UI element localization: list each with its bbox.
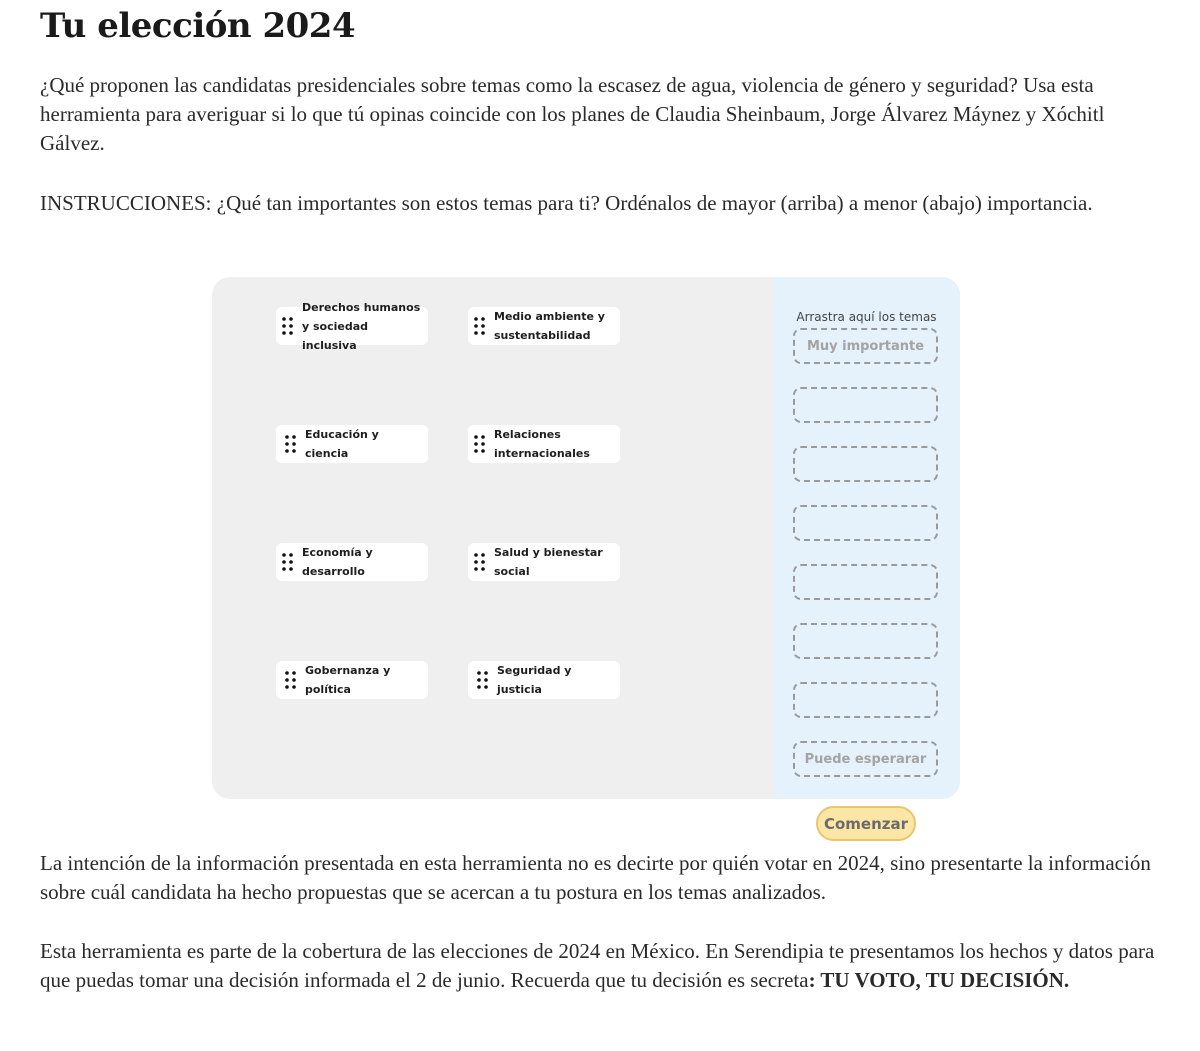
disclaimer-paragraph: La intención de la información presentada en esta herramienta no es decirte por quién votar en 2024, sino presentarte la información sobre cuál candidata ha hecho propuestas que se acercan a tu postura en los temas analizados. [40,851,1151,904]
rank-slot-4[interactable] [793,505,938,541]
topic-label: Gobernanza y política [305,664,391,696]
topic-label: Economía y desarrollo [302,546,373,578]
rank-slot-2[interactable] [793,387,938,423]
drag-handle-icon [284,670,297,690]
page-title: Tu elección 2024 [40,6,356,46]
rank-slot-3[interactable] [793,446,938,482]
topic-label: Educación y ciencia [305,428,379,460]
topic-card[interactable] [276,425,428,463]
instructions-paragraph: INSTRUCCIONES: ¿Qué tan importantes son estos temas para ti? Ordénalos de mayor (arriba) a menor (abajo) importancia. [40,191,1093,215]
drag-handle-icon [284,434,297,454]
topic-label: Seguridad y justicia [497,664,572,696]
rank-slot-5[interactable] [793,564,938,600]
drag-handle-icon [473,552,486,572]
intro-paragraph: ¿Qué proponen las candidatas presidenciales sobre temas como la escasez de agua, violencia de género y seguridad? Usa esta herramienta para averiguar si lo que tú opinas coincide con los planes de Claudia Sheinbaum, Jorge Álvarez Máynez y Xóchitl Gálvez. [40,73,1105,155]
topic-label: Salud y bienestar social [494,546,603,578]
ranking-widget [212,277,960,799]
drop-zone-panel [773,277,960,799]
start-button[interactable]: Comenzar [816,806,916,841]
coverage-paragraph [40,937,1165,995]
topic-card[interactable] [276,661,428,699]
rank-slot-6[interactable] [793,623,938,659]
topic-label: Derechos humanos y sociedad inclusiva [302,300,421,352]
coverage-text: Esta herramienta es parte de la cobertura de las elecciones de 2024 en México. En Serendipia te presentamos los hechos y datos para que puedas tomar una decisión informada el 2 de junio. Recuerda que tu decisión es secreta [40,939,1155,992]
topic-label: Relaciones internacionales [494,428,590,460]
drag-handle-icon [473,434,486,454]
topic-card[interactable] [468,661,620,699]
drop-zone-header: Arrastra aquí los temas [796,310,937,324]
topic-label: Medio ambiente y sustentabilidad [494,310,605,342]
drag-handle-icon [281,552,294,572]
rank-slot-1[interactable]: Muy importante [793,328,938,364]
drag-handle-icon [476,670,489,690]
rank-slot-8[interactable]: Puede esperarar [793,741,938,777]
topic-card[interactable] [468,425,620,463]
topic-card[interactable] [276,543,428,581]
drag-handle-icon [473,316,486,336]
rank-slot-7[interactable] [793,682,938,718]
topic-card[interactable] [276,300,428,352]
coverage-emphasis: : TU VOTO, TU DECISIÓN. [808,968,1070,992]
topic-card[interactable] [468,307,620,345]
topic-card[interactable] [468,543,620,581]
drag-handle-icon [281,316,294,336]
